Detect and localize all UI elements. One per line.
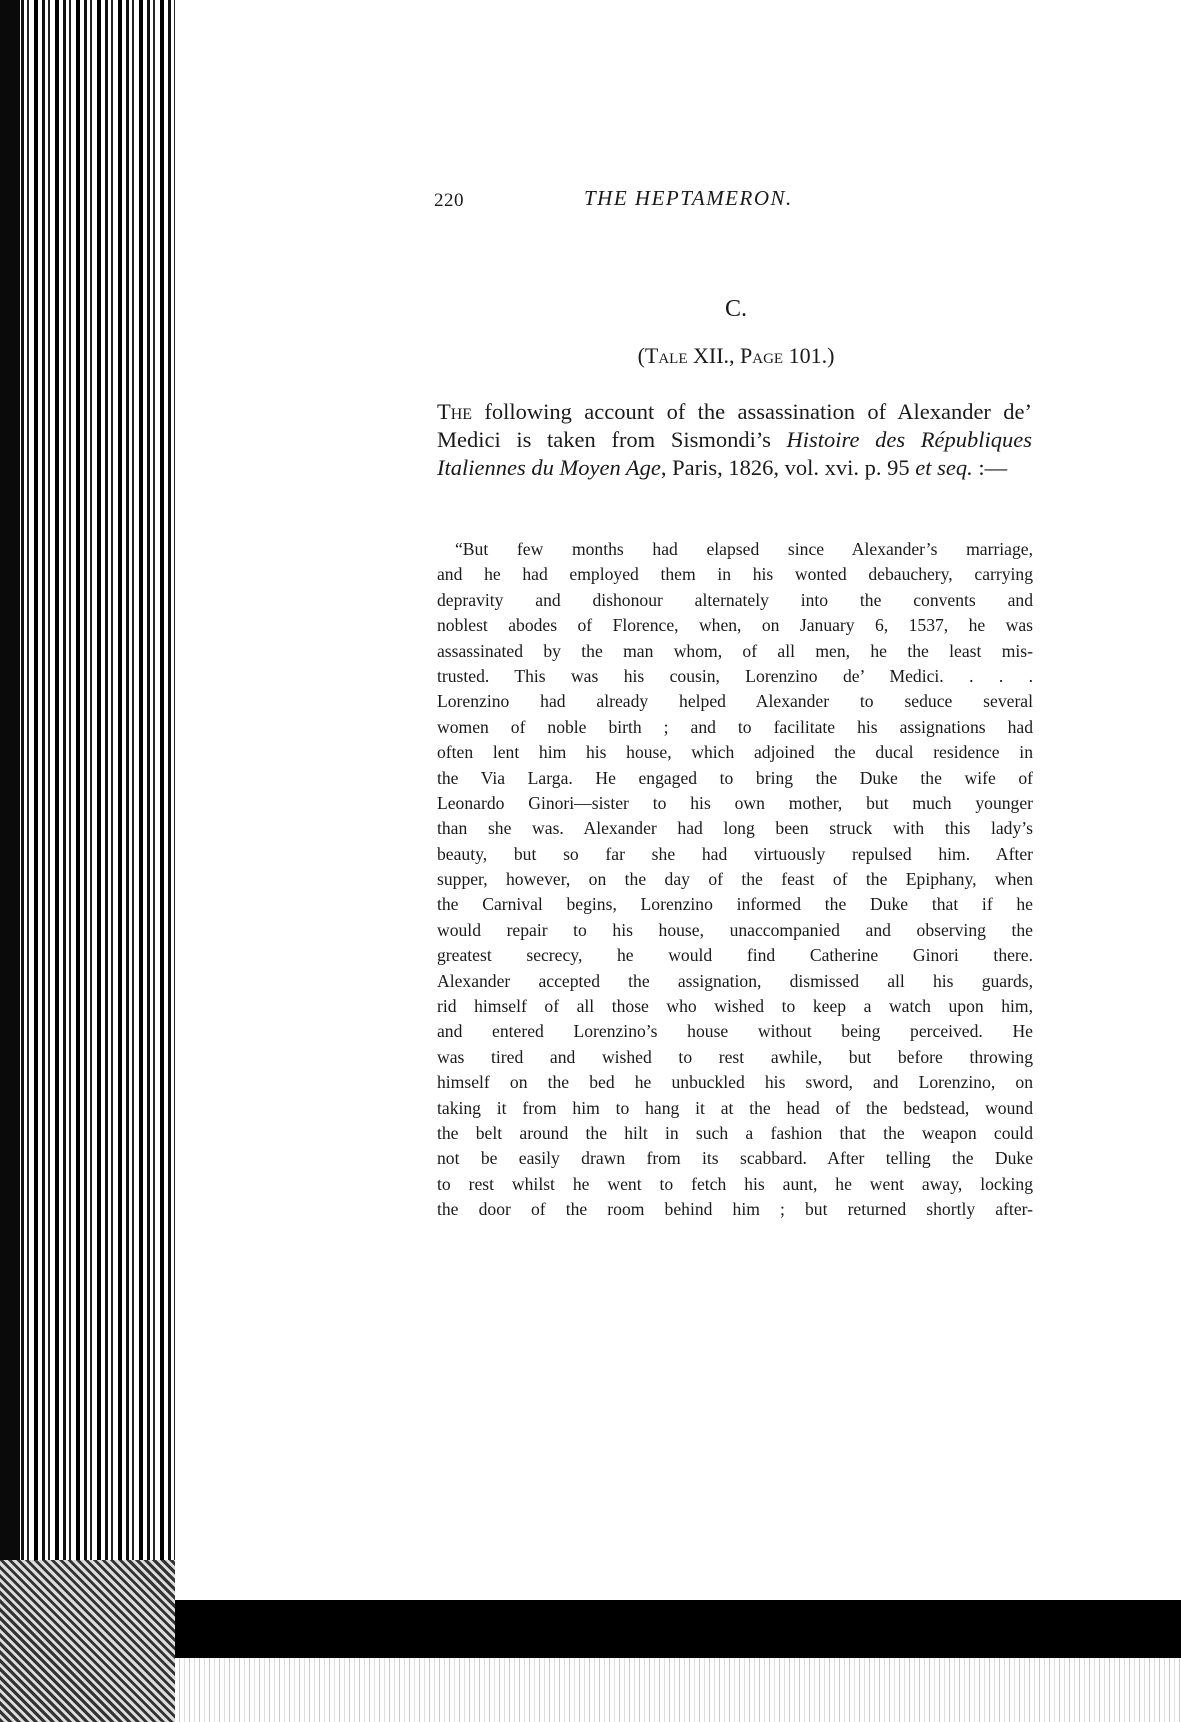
quote-line: beauty, but so far she had virtuously repulsed him. After xyxy=(437,843,1033,864)
quote-line: women of noble birth ; and to facilitate his assignations had xyxy=(437,716,1033,737)
running-title: THE HEPTAMERON. xyxy=(584,186,793,210)
quote-line: to rest whilst he went to fetch his aunt, he went away, locking xyxy=(437,1173,1033,1194)
scan-shadow xyxy=(0,0,20,1722)
intro-book-title: Histoire des Républiques Italiennes du Moyen Age xyxy=(437,427,1033,480)
quote-line: would repair to his house, unaccompanied and observing the xyxy=(437,919,1033,940)
quote-line: and he had employed them in his wonted debauchery, carrying xyxy=(437,564,1033,585)
intro-paragraph xyxy=(437,398,1032,482)
quote-line: the door of the room behind him ; but returned shortly after- xyxy=(437,1199,1033,1220)
quote-line: the belt around the hilt in such a fashion that the weapon could xyxy=(437,1122,1033,1143)
quote-line: the Carnival begins, Lorenzino informed the Duke that if he xyxy=(437,894,1033,915)
intro-et-seq: et seq. xyxy=(915,455,973,480)
quote-line: supper, however, on the day of the feast of the Epiphany, when xyxy=(437,869,1033,890)
quote-line: not be easily drawn from its scabbard. After telling the Duke xyxy=(437,1148,1033,1169)
quote-line: Alexander accepted the assignation, dismissed all his guards, xyxy=(437,970,1033,991)
book-spine-edge xyxy=(0,0,175,1722)
section-heading: C. xyxy=(724,296,747,322)
quote-line: was tired and wished to rest awhile, but before throwing xyxy=(437,1046,1033,1067)
quote-line: depravity and dishonour alternately into the convents and xyxy=(437,589,1033,610)
page-header xyxy=(434,186,1034,216)
scan-bottom-band xyxy=(0,1600,1181,1658)
quote-line: noblest abodes of Florence, when, on January 6, 1537, he was xyxy=(437,615,1033,636)
page-number: 220 xyxy=(434,190,464,211)
quote-line: trusted. This was his cousin, Lorenzino de’ Medici. . . . xyxy=(437,665,1033,686)
quote-line: and entered Lorenzino’s house without being perceived. He xyxy=(437,1021,1033,1042)
intro-text-2: , Paris, 1826, vol. xvi. p. 95 xyxy=(660,455,916,480)
quote-line: rid himself of all those who wished to keep a watch upon him, xyxy=(437,996,1033,1017)
quote-line: Leonardo Ginori—sister to his own mother, but much younger xyxy=(437,792,1033,813)
intro-text-1: following account of the assassination of Alexander de’ Medici is taken from Sismondi’s xyxy=(437,399,1032,452)
quote-line: himself on the bed he unbuckled his sword, and Lorenzino, on xyxy=(437,1072,1033,1093)
intro-lead-word: The xyxy=(437,399,473,424)
quote-line: “But few months had elapsed since Alexander’s marriage, xyxy=(455,539,1033,559)
scan-corner xyxy=(0,1560,175,1722)
quoted-passage xyxy=(437,537,1033,1223)
quote-line: often lent him his house, which adjoined the ducal residence in xyxy=(437,742,1033,763)
scan-bottom-noise xyxy=(0,1658,1181,1722)
intro-text-3: :— xyxy=(972,455,1008,480)
quote-line: taking it from him to hang it at the head of the bedstead, wound xyxy=(437,1097,1033,1118)
quote-line: greatest secrecy, he would find Catherine Ginori there. xyxy=(437,945,1033,966)
quote-line: assassinated by the man whom, of all men, he the least mis- xyxy=(437,640,1033,661)
quote-line: than she was. Alexander had long been struck with this lady’s xyxy=(437,818,1033,839)
quote-line: Lorenzino had already helped Alexander to seduce several xyxy=(437,691,1033,712)
tale-reference: (Tale XII., Page 101.) xyxy=(637,343,835,368)
quote-line: the Via Larga. He engaged to bring the Duke the wife of xyxy=(437,767,1033,788)
